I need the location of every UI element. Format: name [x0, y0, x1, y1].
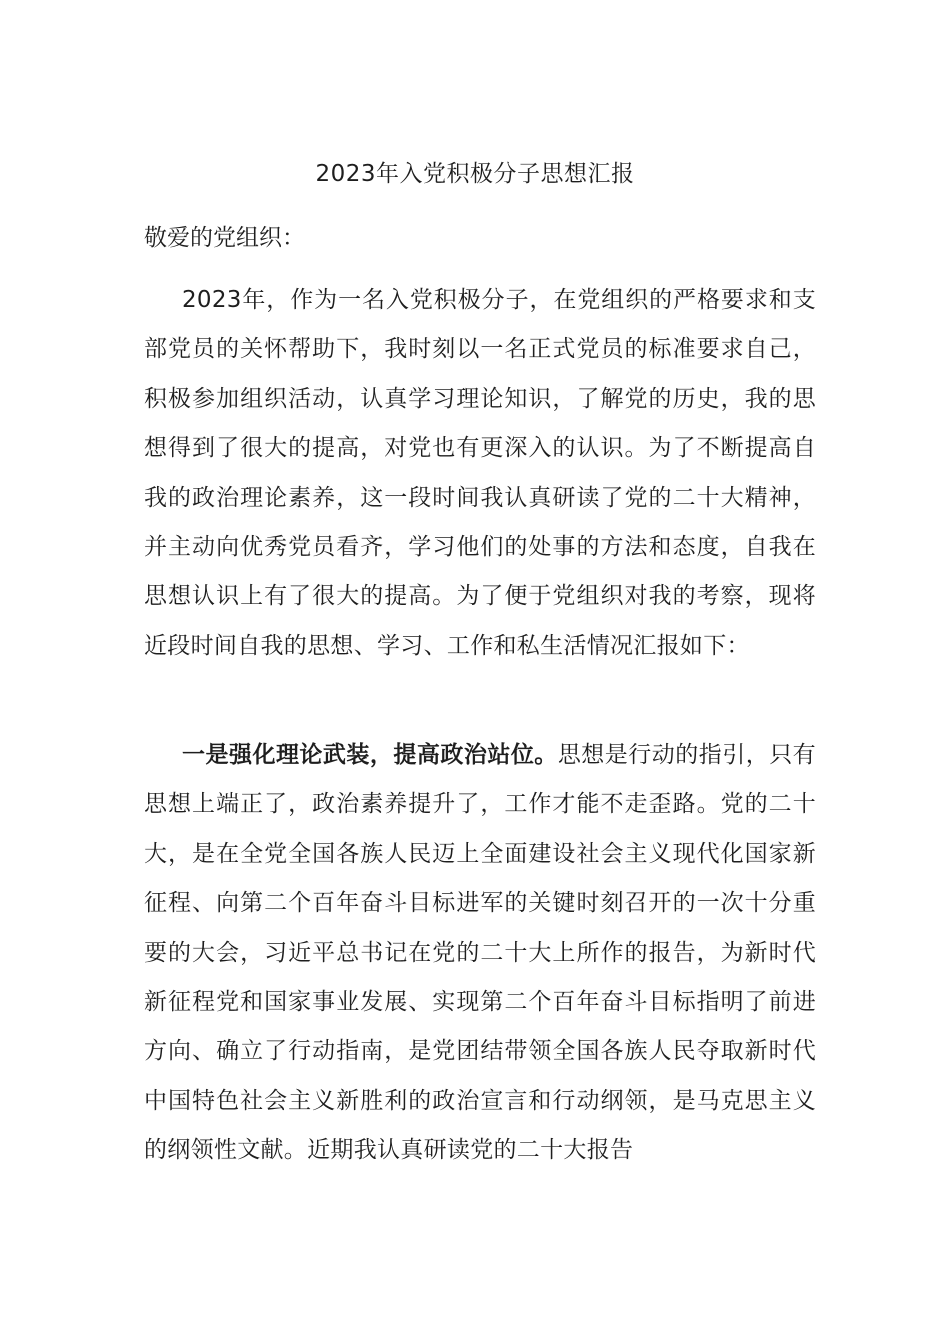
- document-title: 2023年入党积极分子思想汇报: [315, 161, 635, 187]
- paragraph-intro: 2023年，作为一名入党积极分子，在党组织的严格要求和支部党员的关怀帮助下，我时刻以一名正式党员的标准要求自己，积极参加组织活动，认真学习理论知识，了解党的历史，我的思想得到了很大的提高，对党也有更深入的认识。为了不断提高自我的政治理论素养，这一段时间我认真研读了党的二十大精神，并主动向优秀党员看齐，学习他们的处事的方法和态度，自我在思想认识上有了很大的提高。为了便于党组织对我的考察，现将近段时间自我的思想、学习、工作和私生活情况汇报如下：: [144, 287, 816, 659]
- salutation: 敬爱的党组织：: [144, 225, 305, 251]
- paragraph-section-one: [144, 731, 816, 1176]
- section-one-body: 思想是行动的指引，只有思想上端正了，政治素养提升了，工作才能不走歪路。党的二十大，是在全党全国各族人民迈上全面建设社会主义现代化国家新征程、向第二个百年奋斗目标进军的关键时刻召开的一次十分重要的大会，习近平总书记在党的二十大上所作的报告，为新时代新征程党和国家事业发展、实现第二个百年奋斗目标指明了前进方向、确立了行动指南，是党团结带领全国各族人民夺取新时代中国特色社会主义新胜利的政治宣言和行动纲领，是马克思主义的纲领性文献。近期我认真研读党的二十大报告: [144, 742, 816, 1164]
- section-one-heading: 一是强化理论武装，提高政治站位。: [182, 742, 558, 768]
